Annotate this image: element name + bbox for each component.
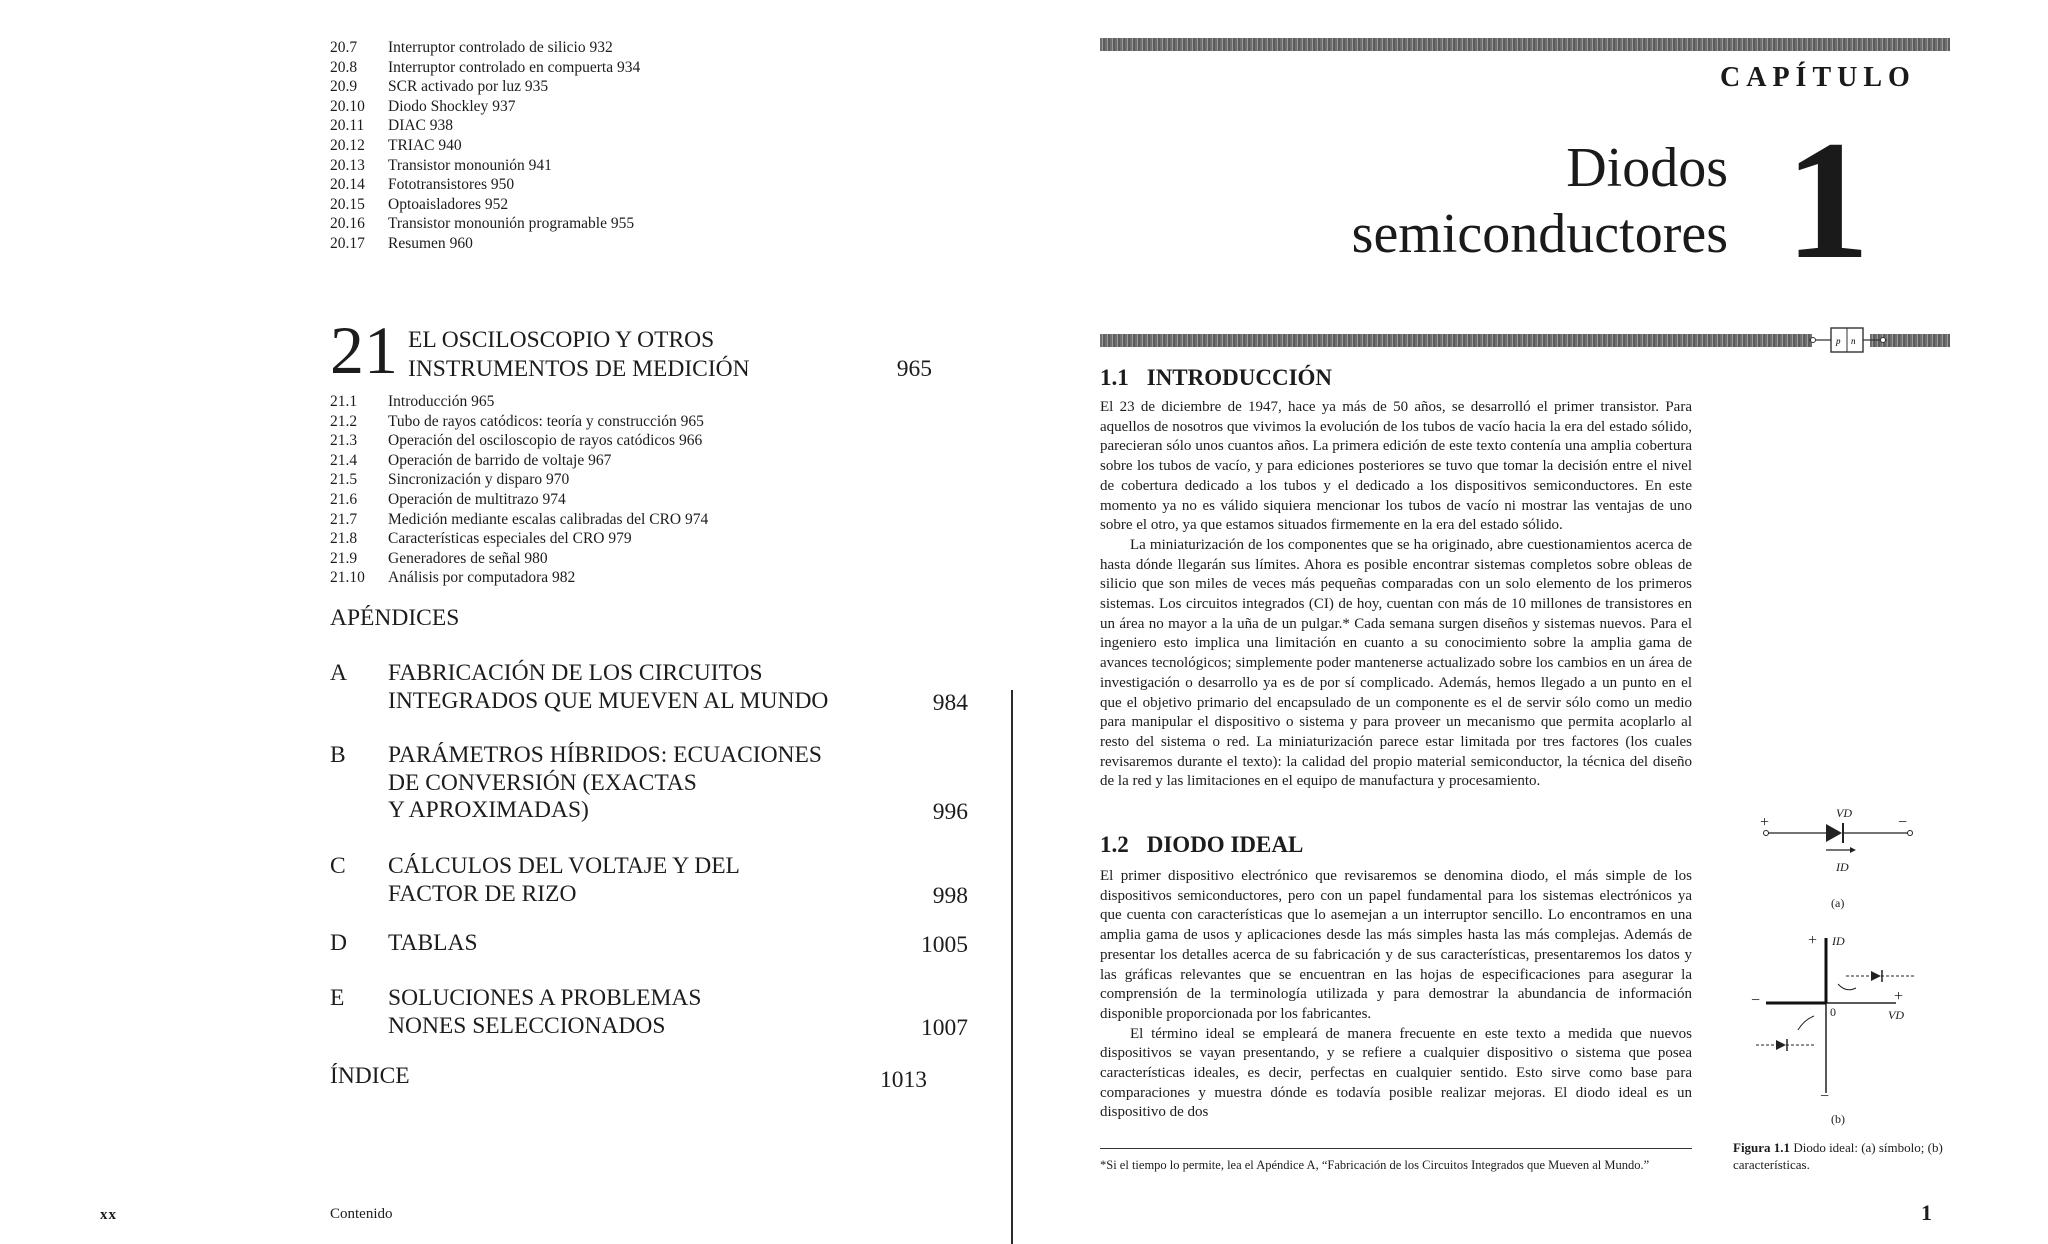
toc-entry-page: 938 — [429, 117, 454, 135]
toc-entry-title — [388, 451, 930, 471]
plus-terminal-label: + — [1760, 814, 1770, 831]
toc-entry-title — [388, 116, 930, 136]
appendix-letter: E — [330, 985, 345, 1011]
toc-entry-title-text: SCR activado por luz — [388, 78, 522, 96]
appendix-title — [388, 660, 828, 715]
toc-entry-number: 21.1 — [330, 393, 358, 410]
footnote-rule — [1100, 1148, 1692, 1149]
figure-label: Figura 1.1 — [1733, 1140, 1791, 1155]
appendix-title-line: CÁLCULOS DEL VOLTAJE Y DEL — [388, 853, 740, 879]
toc-entry-page: 979 — [608, 530, 632, 548]
id-axis-label: ID — [1832, 934, 1845, 948]
n-region-label: n — [1851, 336, 1856, 346]
index-entry — [330, 1063, 930, 1093]
toc-entry — [330, 156, 930, 176]
toc-entry — [330, 175, 930, 195]
appendix-title-line: FACTOR DE RIZO — [388, 880, 577, 907]
appendix-title — [388, 853, 740, 908]
appendix-page: 1005 — [921, 932, 968, 958]
chapter-title-line1: Diodos — [1566, 137, 1728, 199]
toc-entry-title-text: Generadores de señal — [388, 549, 521, 567]
chapter-title — [1228, 135, 1728, 267]
toc-entry-page: 967 — [588, 451, 612, 469]
toc-entry-page: 965 — [680, 412, 704, 430]
chapter-21-number: 21 — [330, 312, 398, 388]
toc-entry-title-text: Resumen — [388, 234, 446, 252]
right-page — [1015, 0, 2048, 1244]
toc-entry-page: 974 — [542, 490, 566, 508]
toc-entry-title — [388, 529, 930, 549]
toc-entry-title-text: Medición mediante escalas calibradas del CRO — [388, 510, 682, 528]
appendix-title — [388, 930, 478, 958]
part-a-label: (a) — [1831, 896, 1845, 910]
toc-entry-title — [388, 58, 930, 78]
appendices-heading: APÉNDICES — [330, 605, 460, 631]
toc-entry-page: 980 — [524, 549, 548, 567]
toc-entry-title-text: Transistor monounión — [388, 156, 525, 174]
toc-entry — [330, 38, 930, 58]
appendix-title-line: NONES SELECCIONADOS — [388, 1012, 666, 1039]
toc-entry-title — [388, 175, 930, 195]
minus-y-label: − — [1820, 1088, 1830, 1105]
toc-entry-title-text: Interruptor controlado en compuerta — [388, 58, 614, 76]
appendix-title-line: Y APROXIMADAS) — [388, 797, 589, 823]
toc-entry-number: 21.3 — [330, 432, 358, 450]
section-title: INTRODUCCIÓN — [1146, 365, 1333, 390]
vd-axis-label: VD — [1888, 1008, 1904, 1022]
p-region-label: p — [1836, 336, 1841, 346]
index-page: 1013 — [880, 1067, 927, 1093]
appendix-page: 1007 — [921, 1014, 968, 1041]
index-title: ÍNDICE — [330, 1063, 410, 1089]
toc-entry-title-text: DIAC — [388, 117, 426, 135]
toc-entry-title — [388, 412, 930, 432]
paragraph: El término ideal se empleará de manera frecuente en este texto a medida que nuevos dispositivos se vayan presentando, y se refiere a cualquier dispositivo o sistema que posea características ideales, es decir, perfectas en cualquier sentido. Esto sirve como base para comparaciones y muestra dónde es todavía posible realizar mejoras. El diodo ideal es un dispositivo de dos — [1100, 1025, 1692, 1121]
toc-entry — [330, 412, 930, 432]
appendix-page: 984 — [932, 689, 968, 716]
toc-entry — [330, 510, 930, 530]
toc-entry — [330, 116, 930, 136]
chapter-label: CAPÍTULO — [1720, 62, 1916, 93]
plus-vd-label: + — [1894, 988, 1904, 1005]
toc-entry-title-text: Diodo Shockley — [388, 97, 489, 115]
toc-entry-title — [388, 77, 930, 97]
toc-entry-title — [388, 470, 930, 490]
figure-caption — [1733, 1139, 1953, 1173]
appendix-page: 998 — [932, 882, 968, 909]
section-number: 1.1 — [1100, 365, 1129, 390]
figure-1-1 — [1746, 808, 1926, 1128]
toc-entry — [330, 490, 930, 510]
appendix-title-line: DE CONVERSIÓN (EXACTAS — [388, 769, 697, 796]
toc-entry-number: 21.8 — [330, 530, 358, 548]
toc-entry-title — [388, 234, 930, 254]
section-number: 1.2 — [1100, 832, 1129, 857]
toc-entry — [330, 214, 930, 234]
section-heading-1-2 — [1100, 832, 1303, 858]
toc-entry-number: 21.5 — [330, 471, 358, 489]
toc-entry-title — [388, 568, 930, 588]
toc-entry-page: 982 — [552, 569, 576, 587]
toc-entry-title-text: Operación del osciloscopio de rayos catódicos — [388, 432, 676, 450]
toc-entry — [330, 529, 930, 549]
appendix-title-line: FABRICACIÓN DE LOS CIRCUITOS — [388, 660, 763, 686]
id-label: ID — [1836, 860, 1849, 874]
toc-entry — [330, 549, 930, 569]
toc-entry — [330, 431, 930, 451]
toc-entry-page: 974 — [684, 510, 709, 528]
toc-entry-title-text: Optoaisladores — [388, 195, 481, 213]
toc-entry-number: 21.9 — [330, 549, 358, 567]
part-b-label: (b) — [1831, 1112, 1845, 1126]
appendix-entry — [330, 742, 968, 825]
toc-entry-title — [388, 549, 930, 569]
toc-entry-page: 960 — [449, 234, 473, 252]
toc-entry-title-text: Características especiales del CRO — [388, 530, 605, 548]
toc-entry-title-text: Operación de barrido de voltaje — [388, 451, 585, 469]
toc-entry-page: 950 — [490, 176, 515, 194]
toc-chapter-20-list — [330, 38, 930, 254]
appendix-page: 996 — [932, 799, 968, 825]
toc-entry — [330, 136, 930, 156]
toc-entry-title-text: Tubo de rayos catódicos: teoría y construcción — [388, 412, 677, 430]
toc-entry-title — [388, 490, 930, 510]
minus-terminal-label: − — [1898, 814, 1908, 831]
toc-entry-number: 20.12 — [330, 136, 365, 154]
toc-entry — [330, 392, 930, 412]
section-title: DIODO IDEAL — [1146, 832, 1304, 857]
running-head-left: Contenido — [330, 1206, 393, 1222]
toc-entry-page: 937 — [492, 97, 516, 115]
toc-entry-title — [388, 136, 930, 156]
toc-entry-number: 21.4 — [330, 451, 358, 469]
toc-entry-title-text: Sincronización y disparo — [388, 471, 543, 489]
toc-entry-number: 21.6 — [330, 490, 358, 508]
appendix-entry — [330, 985, 968, 1041]
toc-entry — [330, 195, 930, 215]
toc-entry — [330, 77, 930, 97]
toc-entry-title — [388, 214, 930, 234]
left-page — [0, 0, 1012, 1244]
appendix-title-line: SOLUCIONES A PROBLEMAS — [388, 985, 702, 1011]
toc-entry-page: 934 — [616, 58, 641, 76]
toc-entry-number: 21.2 — [330, 412, 358, 430]
chapter-21-title-line2: INSTRUMENTOS DE MEDICIÓN — [408, 356, 750, 382]
toc-entry-number: 20.14 — [330, 176, 365, 194]
toc-entry-page: 965 — [471, 393, 495, 410]
toc-entry-page: 952 — [484, 195, 509, 213]
chapter-title-line2: semiconductores — [1351, 203, 1728, 265]
toc-entry-page: 955 — [610, 215, 635, 233]
toc-entry-number: 20.10 — [330, 97, 365, 115]
toc-entry-title-text: TRIAC — [388, 136, 435, 154]
appendix-entry — [330, 853, 968, 909]
toc-entry-title-text: Interruptor controlado de silicio — [388, 39, 586, 56]
section-1-1-body — [1100, 398, 1692, 792]
footnote: *Si el tiempo lo permite, lea el Apéndice A, “Fabricación de los Circuitos Integrados que Mueven al Mundo.” — [1100, 1158, 1650, 1172]
toc-entry-title-text: Introducción — [388, 393, 468, 410]
paragraph: El primer dispositivo electrónico que revisaremos se denomina diodo, el más simple de los dispositivos semiconductores, pero con un papel fundamental para los sistemas electrónicos ya que cuenta con características que lo asemejan a un interruptor sencillo. Lo encontramos en una amplia gama de usos y aplicaciones desde las más simples hasta las más complejas. Además de presentar los detalles acerca de su fabricación y de sus características, presentaremos los datos y las gráficas relevantes que se encuentran en las hojas de especificaciones para asegurar la comprensión de la terminología utilizada y para demostrar la abundancia de información disponible proporcionada por los fabricantes. — [1100, 868, 1692, 1022]
toc-entry-number: 20.16 — [330, 215, 365, 233]
toc-entry-page: 940 — [438, 136, 462, 154]
page-folio-right: 1 — [1921, 1200, 1932, 1225]
paragraph: La miniaturización de los componentes que se ha originado, abre cuestionamientos acerca de hasta dónde llegarán sus límites. Ahora es posible encontrar sistemas completos sobre obleas de silicio que son miles de veces más pequeñas comparadas con un solo elemento de los primeros sistemas. Los circuitos integrados (CI) de hoy, cuentan con más de 10 millones de transistores en un área no mayor a la uña de un pulgar.* Cada semana surgen diseños y sistemas nuevos. Para el ingeniero esto implica una limitación en cuanto a su conocimiento sobre la amplia gama de avances tecnológicos; simplemente poder mantenerse actualizado sobre los cambios en un área de investigación o desarrollo ya es de por sí complicado. Además, hemos llegado a un punto en el que el objetivo primario del encapsulado de un componente es el de servir sólo como un medio para manipular el dispositivo o sistema y para proveer un mecanismo que permita acoplarlo al resto del sistema o red. La miniaturización parece estar limitada por tres factores (los cuales revisaremos durante el texto): la calidad del propio material semiconductor, la técnica del diseño de la red y las limitaciones en el equipo de manufactura y procesamiento. — [1100, 536, 1692, 790]
appendix-entry — [330, 660, 968, 716]
toc-entry-page: 966 — [678, 432, 703, 450]
chapter-21-title-line1: EL OSCILOSCOPIO Y OTROS — [408, 327, 715, 353]
chapter-21-page: 965 — [896, 356, 932, 382]
chapter-number: 1 — [1785, 106, 1870, 294]
decorative-bar-top — [1100, 38, 1950, 51]
section-1-2-body — [1100, 867, 1692, 1123]
toc-entry — [330, 451, 930, 471]
toc-entry-page: 935 — [524, 78, 549, 96]
toc-entry-title-text: Análisis por computadora — [388, 569, 549, 587]
appendix-entry — [330, 930, 968, 958]
appendix-letter: B — [330, 742, 346, 768]
toc-entry-number: 20.8 — [330, 58, 358, 76]
toc-entry-title — [388, 431, 930, 451]
toc-entry-title-text: Transistor monounión programable — [388, 215, 607, 233]
toc-entry — [330, 58, 930, 78]
pn-diode-icon — [1809, 325, 1889, 355]
toc-chapter-21-list — [330, 392, 930, 588]
decorative-bar-section — [1100, 334, 1812, 347]
vd-label: VD — [1836, 806, 1852, 820]
page-folio-left: xx — [100, 1207, 117, 1223]
toc-entry-number: 20.11 — [330, 117, 365, 135]
figure-caption-text: Diodo ideal: (a) símbolo; (b) características. — [1733, 1140, 1943, 1172]
toc-entry-number: 20.15 — [330, 195, 365, 213]
toc-entry-number: 20.17 — [330, 234, 365, 252]
appendix-title-line: PARÁMETROS HÍBRIDOS: ECUACIONES — [388, 742, 822, 768]
toc-entry-page: 970 — [545, 471, 570, 489]
toc-entry-title-text: Operación de multitrazo — [388, 490, 539, 508]
toc-entry-page: 932 — [589, 39, 613, 56]
toc-entry-title — [388, 156, 930, 176]
toc-entry — [330, 97, 930, 117]
toc-entry — [330, 470, 930, 490]
appendix-letter: D — [330, 930, 347, 956]
toc-entry-number: 21.7 — [330, 510, 358, 528]
toc-entry-title — [388, 97, 930, 117]
appendix-title — [388, 985, 701, 1040]
section-heading-1-1 — [1100, 365, 1332, 391]
toc-entry — [330, 568, 930, 588]
toc-entry-title — [388, 392, 930, 412]
appendix-letter: C — [330, 853, 346, 879]
appendix-letter: A — [330, 660, 347, 686]
chapter-21-heading — [330, 312, 950, 388]
toc-entry — [330, 234, 930, 254]
toc-entry-number: 20.9 — [330, 78, 358, 96]
appendix-title — [388, 742, 822, 825]
ideal-diode-figure — [1746, 808, 1926, 1128]
chapter-21-title — [408, 326, 750, 384]
toc-entry-title — [388, 510, 930, 530]
minus-x-label: − — [1751, 992, 1761, 1009]
appendix-title-line: INTEGRADOS QUE MUEVEN AL MUNDO — [388, 687, 829, 714]
toc-entry-title — [388, 38, 930, 58]
origin-label: 0 — [1830, 1005, 1836, 1019]
toc-entry-number: 20.13 — [330, 156, 365, 174]
plus-id-label: + — [1808, 932, 1818, 949]
page-gutter — [1011, 690, 1013, 1244]
toc-entry-page: 941 — [528, 156, 552, 174]
toc-entry-number: 21.10 — [330, 569, 365, 587]
toc-entry-title — [388, 195, 930, 215]
appendix-title-line: TABLAS — [388, 930, 478, 956]
toc-entry-number: 20.7 — [330, 39, 358, 56]
toc-entry-title-text: Fototransistores — [388, 176, 488, 194]
paragraph: El 23 de diciembre de 1947, hace ya más de 50 años, se desarrolló el primer transistor. Para aquellos de nosotros que vivimos la evolución de los tubos de vacío hacia la era del estado sólido, parecieran sólo unos cuantos años. La primera edición de este texto contenía una amplia cobertura sobre los tubos de vacío, y para ediciones posteriores se tuvo que tomar la decisión entre el nivel de cobertura dedicado a los tubos y el dedicado a los dispositivos semiconductores. En este momento ya no es válido siquiera mencionar los tubos de vacío ni mostrar las ventajas de uno sobre el otro, ya que estamos situados firmemente en la era del estado sólido. — [1100, 399, 1692, 534]
